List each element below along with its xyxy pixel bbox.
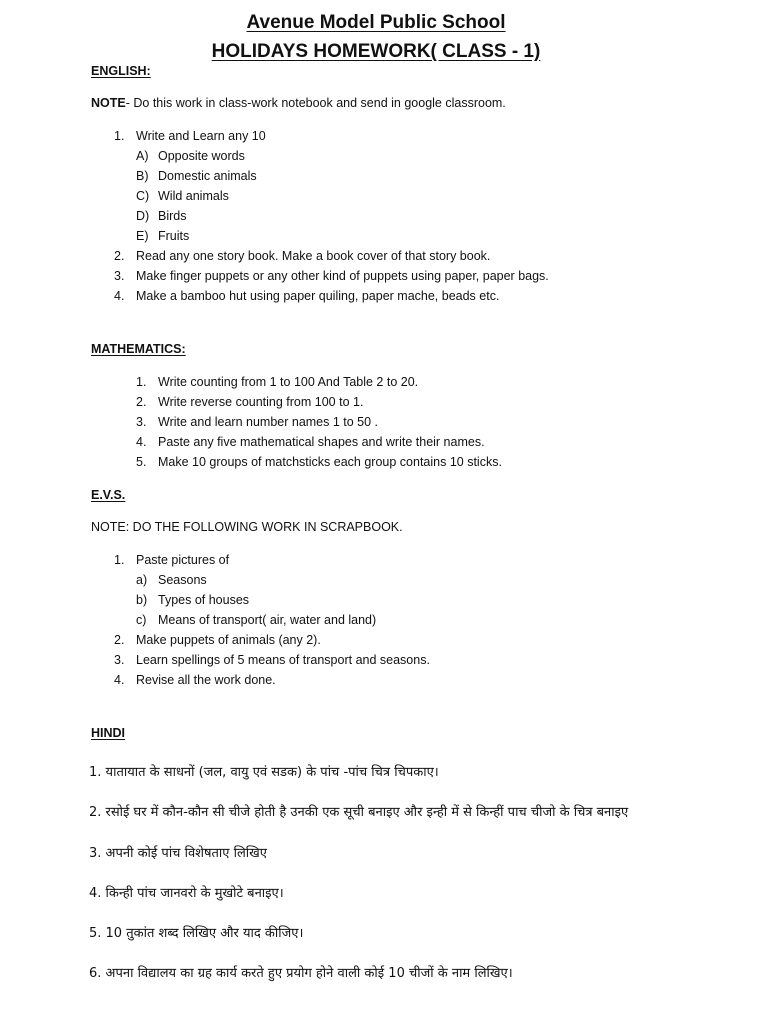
list-item: Make puppets of animals (any 2). (136, 633, 321, 647)
sub-item: Means of transport( air, water and land) (158, 613, 377, 627)
sub-item-letter: D) (136, 209, 150, 223)
list-item-number: 5. (136, 455, 147, 469)
sub-item-letter: b) (136, 593, 148, 607)
list-item: Make a bamboo hut using paper quiling, paper mache, beads etc. (136, 289, 500, 303)
list-item-number: 4. (114, 673, 125, 687)
sub-item: Opposite words (158, 149, 245, 163)
sub-item-letter: c) (136, 613, 147, 627)
sub-item-letter: C) (136, 189, 150, 203)
hindi-item: 1. यातायात के साधनों (जल, वायु एवं सडक) के पांच -पांच चित्र चिपकाए। (89, 765, 439, 780)
sub-item: Domestic animals (158, 169, 257, 183)
list-item-number: 2. (136, 395, 147, 409)
list-item: Learn spellings of 5 means of transport and seasons. (136, 653, 430, 667)
list-item-number: 3. (114, 653, 125, 667)
sub-item: Types of houses (158, 593, 250, 607)
english-heading: ENGLISH: (91, 64, 151, 78)
sub-item-letter: a) (136, 573, 148, 587)
list-item-number: 1. (114, 129, 125, 143)
list-item-number: 2. (114, 249, 125, 263)
list-item-number: 2. (114, 633, 125, 647)
hindi-item: 2. रसोई घर में कौन-कौन सी चीजे होती है उनकी एक सूची बनाइए और इन्ही में से किन्हीं पाच चीजो के चित्र बनाइए (89, 805, 629, 820)
list-item-number: 4. (136, 435, 147, 449)
list-item: Read any one story book. Make a book cover of that story book. (136, 249, 491, 263)
list-item: Write reverse counting from 100 to 1. (158, 395, 364, 409)
hindi-heading: HINDI (91, 726, 126, 740)
list-item-number: 3. (114, 269, 125, 283)
note-label: NOTE (91, 96, 126, 110)
hindi-item: 3. अपनी कोई पांच विशेषताए लिखिए (89, 846, 267, 861)
sub-item-letter: E) (136, 229, 149, 243)
sub-item: Birds (158, 209, 187, 223)
school-name: Avenue Model Public School (246, 12, 506, 33)
sub-item: Fruits (158, 229, 190, 243)
list-item-number: 1. (114, 553, 125, 567)
list-item-number: 4. (114, 289, 125, 303)
list-item: Make finger puppets or any other kind of puppets using paper, paper bags. (136, 269, 549, 283)
hindi-item: 5. 10 तुकांत शब्द लिखिए और याद कीजिए। (89, 926, 304, 941)
list-item: Write counting from 1 to 100 And Table 2 to 20. (158, 375, 419, 389)
list-item: Write and Learn any 10 (136, 129, 266, 143)
list-item: Revise all the work done. (136, 673, 276, 687)
english-note (91, 96, 506, 110)
sub-item-letter: A) (136, 149, 149, 163)
list-item: Paste pictures of (136, 553, 230, 567)
mathematics-heading: MATHEMATICS: (91, 342, 186, 356)
hindi-item: 4. किन्ही पांच जानवरो के मुखोटे बनाइए। (89, 886, 284, 901)
evs-heading: E.V.S. (91, 488, 126, 502)
sub-item: Seasons (158, 573, 207, 587)
evs-note: NOTE: DO THE FOLLOWING WORK IN SCRAPBOOK. (91, 520, 403, 534)
page-title: HOLIDAYS HOMEWORK( CLASS - 1) (211, 41, 541, 62)
hindi-item: 6. अपना विद्यालय का ग्रह कार्य करते हुए प्रयोग होने वाली कोई 10 चीजों के नाम लिखिए। (89, 966, 513, 981)
list-item: Make 10 groups of matchsticks each group contains 10 sticks. (158, 455, 502, 469)
note-text: - Do this work in class-work notebook and send in google classroom. (125, 96, 506, 110)
list-item-number: 3. (136, 415, 147, 429)
list-item: Paste any five mathematical shapes and write their names. (158, 435, 485, 449)
sub-item: Wild animals (158, 189, 229, 203)
list-item-number: 1. (136, 375, 147, 389)
sub-item-letter: B) (136, 169, 149, 183)
list-item: Write and learn number names 1 to 50 . (158, 415, 379, 429)
